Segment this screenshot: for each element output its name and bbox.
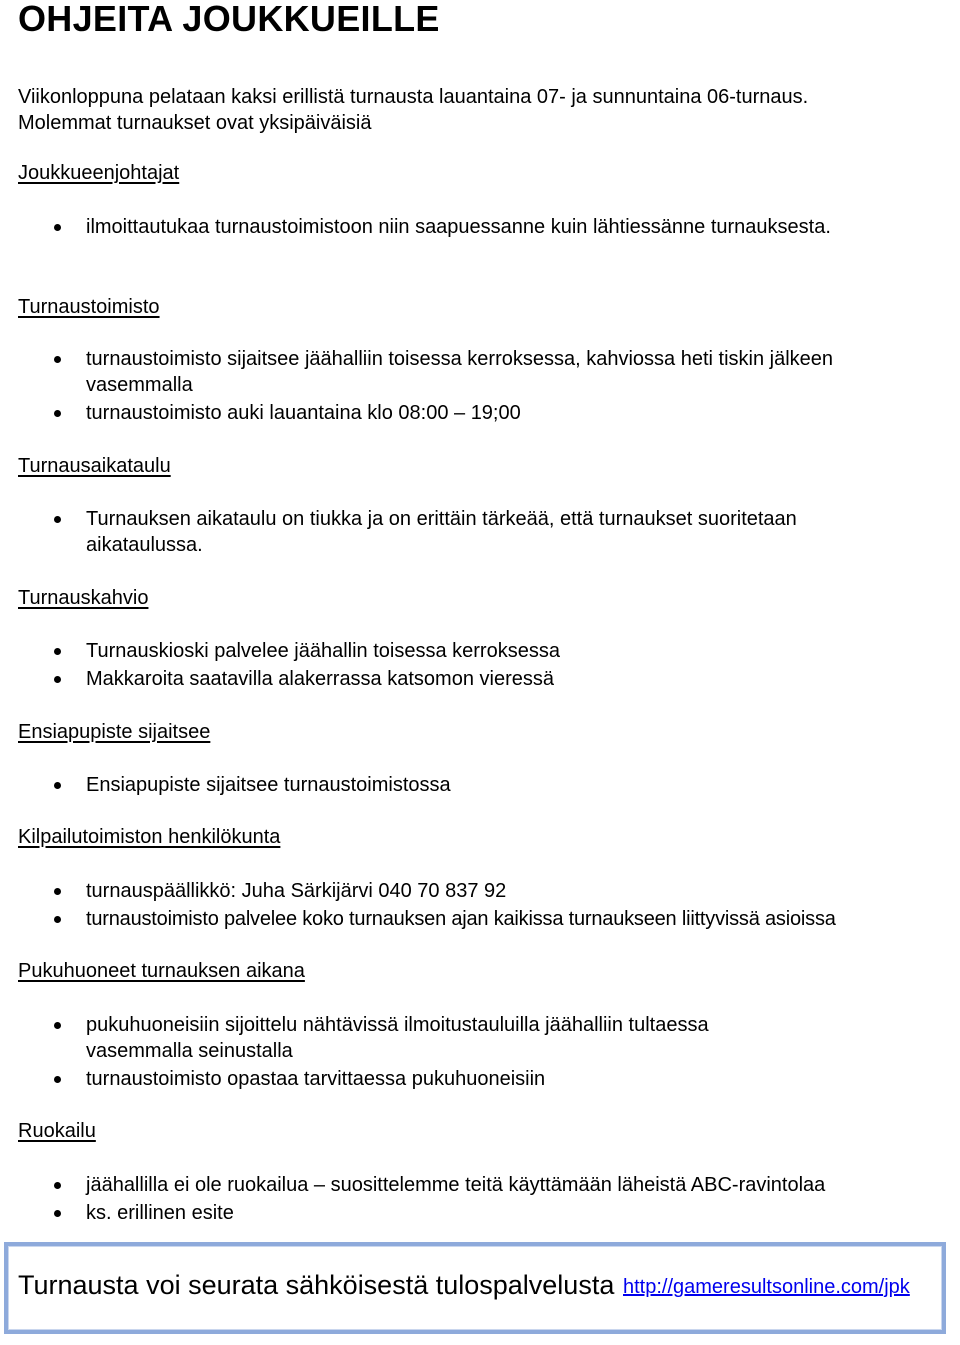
list-item: turnauspäällikkö: Juha Särkijärvi 040 70 837 92 xyxy=(18,878,958,904)
bullet-icon xyxy=(54,1076,61,1083)
intro-text xyxy=(18,84,948,136)
list-item: Makkaroita saatavilla alakerrassa katsomon vieressä xyxy=(18,666,958,692)
results-link[interactable]: http://gameresultsonline.com/jpk xyxy=(623,1276,910,1298)
intro-line-2: Molemmat turnaukset ovat yksipäiväisiä xyxy=(18,112,372,134)
list-item: turnaustoimisto sijaitsee jäähalliin toisessa kerroksessa, kahviossa heti tiskin jälkeen vasemmalla xyxy=(18,346,898,398)
bullet-icon xyxy=(54,888,61,895)
bullet-icon xyxy=(54,224,61,231)
intro-line-1: Viikonloppuna pelataan kaksi erillistä turnausta lauantaina 07- ja sunnuntaina 06-turnaus. xyxy=(18,86,809,108)
heading-joukkueenjohtajat: Joukkueenjohtajat xyxy=(18,162,180,184)
list-item: pukuhuoneisiin sijoittelu nähtävissä ilmoitustauluilla jäähalliin tultaessa vasemmalla seinustalla xyxy=(18,1012,808,1064)
heading-ensiapu: Ensiapupiste sijaitsee xyxy=(18,721,211,743)
list-item: jäähallilla ei ole ruokailua – suosittelemme teitä käyttämään läheistä ABC-ravintolaa xyxy=(18,1172,958,1198)
bullet-icon xyxy=(54,1182,61,1189)
list-henkilokunta xyxy=(18,878,958,934)
heading-henkilokunta: Kilpailutoimiston henkilökunta xyxy=(18,826,281,848)
list-turnausaikataulu xyxy=(18,506,898,560)
list-ensiapu xyxy=(18,772,958,800)
bullet-icon xyxy=(54,1022,61,1029)
list-item: ks. erillinen esite xyxy=(18,1200,958,1226)
list-item: turnaustoimisto opastaa tarvittaessa pukuhuoneisiin xyxy=(18,1066,808,1092)
list-item: turnaustoimisto palvelee koko turnauksen ajan kaikissa turnaukseen liittyvissä asioissa xyxy=(18,906,958,932)
list-item: Ensiapupiste sijaitsee turnaustoimistossa xyxy=(18,772,958,798)
list-pukuhuoneet xyxy=(18,1012,808,1094)
list-item: turnaustoimisto auki lauantaina klo 08:00 – 19;00 xyxy=(18,400,898,426)
bullet-icon xyxy=(54,676,61,683)
bullet-icon xyxy=(54,916,61,923)
bullet-icon xyxy=(54,516,61,523)
list-turnauskahvio xyxy=(18,638,958,694)
heading-turnauskahvio: Turnauskahvio xyxy=(18,587,149,609)
list-turnaustoimisto xyxy=(18,346,898,428)
page-title: OHJEITA JOUKKUEILLE xyxy=(18,0,440,39)
heading-turnaustoimisto: Turnaustoimisto xyxy=(18,296,160,318)
list-item: Turnauksen aikataulu on tiukka ja on erittäin tärkeää, että turnaukset suoritetaan aikataulussa. xyxy=(18,506,898,558)
bullet-icon xyxy=(54,356,61,363)
bullet-icon xyxy=(54,410,61,417)
list-item: Turnauskioski palvelee jäähallin toisessa kerroksessa xyxy=(18,638,958,664)
footer-text: Turnausta voi seurata sähköisestä tulospalvelusta xyxy=(18,1270,615,1300)
bullet-icon xyxy=(54,782,61,789)
list-joukkueenjohtajat xyxy=(18,214,958,242)
bullet-icon xyxy=(54,1210,61,1217)
list-ruokailu xyxy=(18,1172,958,1228)
list-item: ilmoittautukaa turnaustoimistoon niin saapuessanne kuin lähtiessänne turnauksesta. xyxy=(18,214,958,240)
bullet-icon xyxy=(54,648,61,655)
heading-pukuhuoneet: Pukuhuoneet turnauksen aikana xyxy=(18,960,305,982)
heading-turnausaikataulu: Turnausaikataulu xyxy=(18,455,171,477)
heading-ruokailu: Ruokailu xyxy=(18,1120,96,1142)
